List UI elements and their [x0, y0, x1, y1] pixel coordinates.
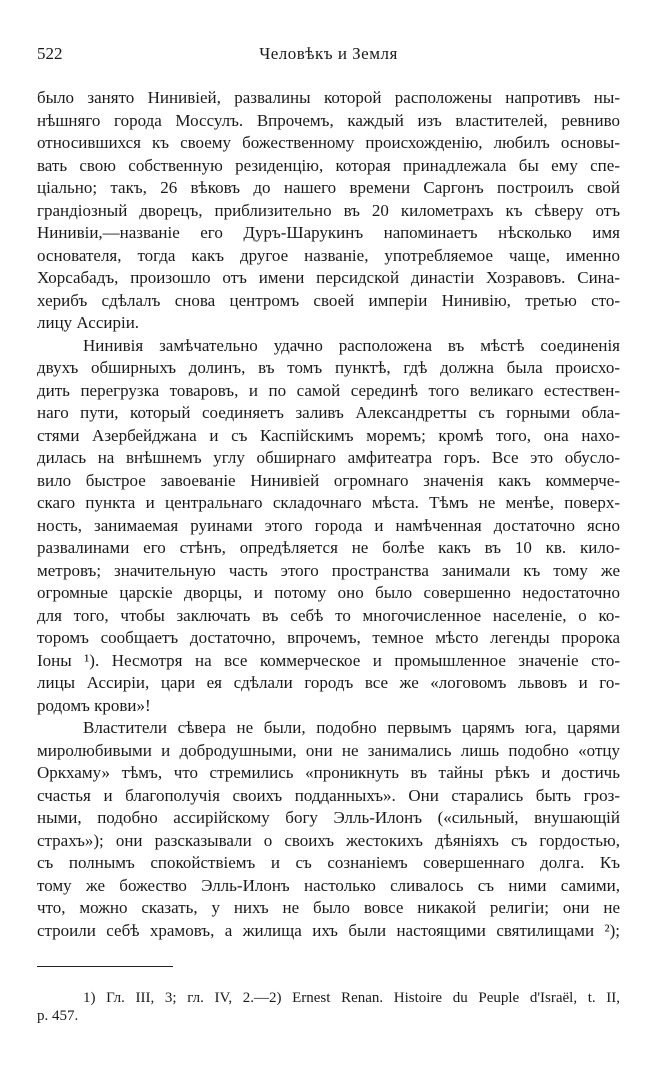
text-line: дилась на внѣшнемъ углу обширнаго амфитеатра горъ. Все это обусло-: [37, 448, 620, 467]
footnote-divider: [37, 966, 173, 967]
text-line: Оркхаму» тѣмъ, что стремились «проникнуть въ тайны рѣкъ и достичь: [37, 763, 620, 782]
text-line: строили себѣ храмовъ, а жилища ихъ были настоящими святилищами ²);: [37, 920, 620, 940]
text-line: было занято Нинивіей, развалины которой расположены напротивъ ны-: [37, 88, 620, 107]
text-line: стями Азербейджана и съ Каспійскимъ моремъ; кромѣ того, она нахо-: [37, 425, 620, 445]
text-line: херибъ сдѣлалъ снова центромъ своей имперіи Нинивію, третью сто-: [37, 290, 620, 310]
text-line: двухъ обширныхъ долинъ, въ томъ пунктѣ, гдѣ должна была происхо-: [37, 358, 620, 377]
text-line: миролюбивыми и добродушными, они не занимались лишь подобно «отцу: [37, 740, 620, 760]
text-line: Нинивіи,—названіе его Дуръ-Шарукинъ напоминаетъ нѣсколько имя: [37, 223, 620, 242]
text-line: огромные царскіе дворцы, и потому оно было совершенно недостаточно: [37, 583, 620, 602]
text-line: вило быстрое завоеваніе Нинивіей огромнаго значенія какъ коммерче-: [37, 470, 620, 490]
text-line: развалинами его стѣнъ, опредѣляется не болѣе какъ въ 10 кв. кило-: [37, 538, 620, 557]
paragraph-3: [37, 717, 620, 942]
text-line: метровъ; значительную часть этого пространства занимали къ тому же: [37, 560, 620, 580]
body-text: [37, 87, 620, 942]
text-line: счастья и благополучія своихъ подданныхъ». Они старались быть гроз-: [37, 785, 620, 805]
text-line: лицы Ассиріи, цари ея сдѣлали городъ все же «логовомъ львовъ и го-: [37, 673, 620, 692]
text-line: Нинивія замѣчательно удачно расположена въ мѣстѣ соединенія: [83, 335, 620, 355]
text-line: что, можно сказать, у нихъ не было вовсе никакой религіи; они не: [37, 898, 620, 917]
text-line: наго пути, который соединяетъ заливъ Александретты съ горными обла-: [37, 403, 620, 422]
running-header: [37, 44, 620, 68]
paragraph-2: [37, 335, 620, 718]
text-line: для того, чтобы заключать въ себѣ то многочисленное населеніе, о ко-: [37, 605, 620, 625]
text-line: ность, занимаемая руинами этого города и намѣченная достаточно ясно: [37, 515, 620, 535]
text-line: относившихся къ своему божественному происхожденію, любилъ основы-: [37, 133, 620, 152]
paragraph-1: [37, 87, 620, 335]
text-line: грандіозный дворецъ, приблизительно въ 20 километрахъ къ сѣверу отъ: [37, 200, 620, 220]
text-line: Іоны ¹). Несмотря на все коммерческое и промышленное значеніе сто-: [37, 650, 620, 670]
text-line: лицу Ассиріи.: [37, 313, 140, 332]
text-line: ными, подобно ассирійскому богу Элль-Илонъ («сильный, внушающій: [37, 808, 620, 827]
text-line: торомъ сообщаетъ достаточно, впрочемъ, темное мѣсто легенды пророка: [37, 628, 620, 647]
text-line: дить перегрузка товаровъ, и по самой серединѣ того великаго естествен-: [37, 380, 620, 400]
footnote-line: p. 457.: [37, 1008, 79, 1024]
text-line: Хорсабадъ, произошло отъ имени персидской династіи Хозравовъ. Сина-: [37, 268, 620, 287]
running-title: Человѣкъ и Земля: [259, 44, 398, 63]
text-line: ціально; такъ, 26 вѣковъ до нашего времени Саргонъ построилъ свой: [37, 178, 620, 197]
text-line: страхъ»); они разсказывали о своихъ жестокихъ дѣяніяхъ съ гордостью,: [37, 830, 620, 850]
text-line: Властители сѣвера не были, подобно первымъ царямъ юга, царями: [83, 718, 620, 737]
text-line: вать свою собственную резиденцію, которая принадлежала бы ему спе-: [37, 155, 620, 175]
text-line: скаго пункта и центральнаго складочнаго мѣста. Тѣмъ не менѣе, поверх-: [37, 493, 620, 512]
footnotes: [37, 989, 620, 1025]
text-line: нѣшняго города Моссулъ. Впрочемъ, каждый изъ властителей, ревниво: [37, 110, 620, 130]
text-line: съ полнымъ спокойствіемъ и съ сознаніемъ совершеннаго долга. Къ: [37, 853, 620, 872]
text-line: родомъ крови»!: [37, 695, 151, 715]
page-number: 522: [37, 44, 63, 63]
text-line: основателя, тогда какъ другое названіе, употребляемое чаще, именно: [37, 245, 620, 265]
text-line: тому же божество Элль-Илонъ настолько сливалось съ ними самими,: [37, 875, 620, 895]
footnote-line: 1) Гл. III, 3; гл. IV, 2.—2) Ernest Renan. Histoire du Peuple d'Israël, t. II,: [83, 990, 620, 1006]
